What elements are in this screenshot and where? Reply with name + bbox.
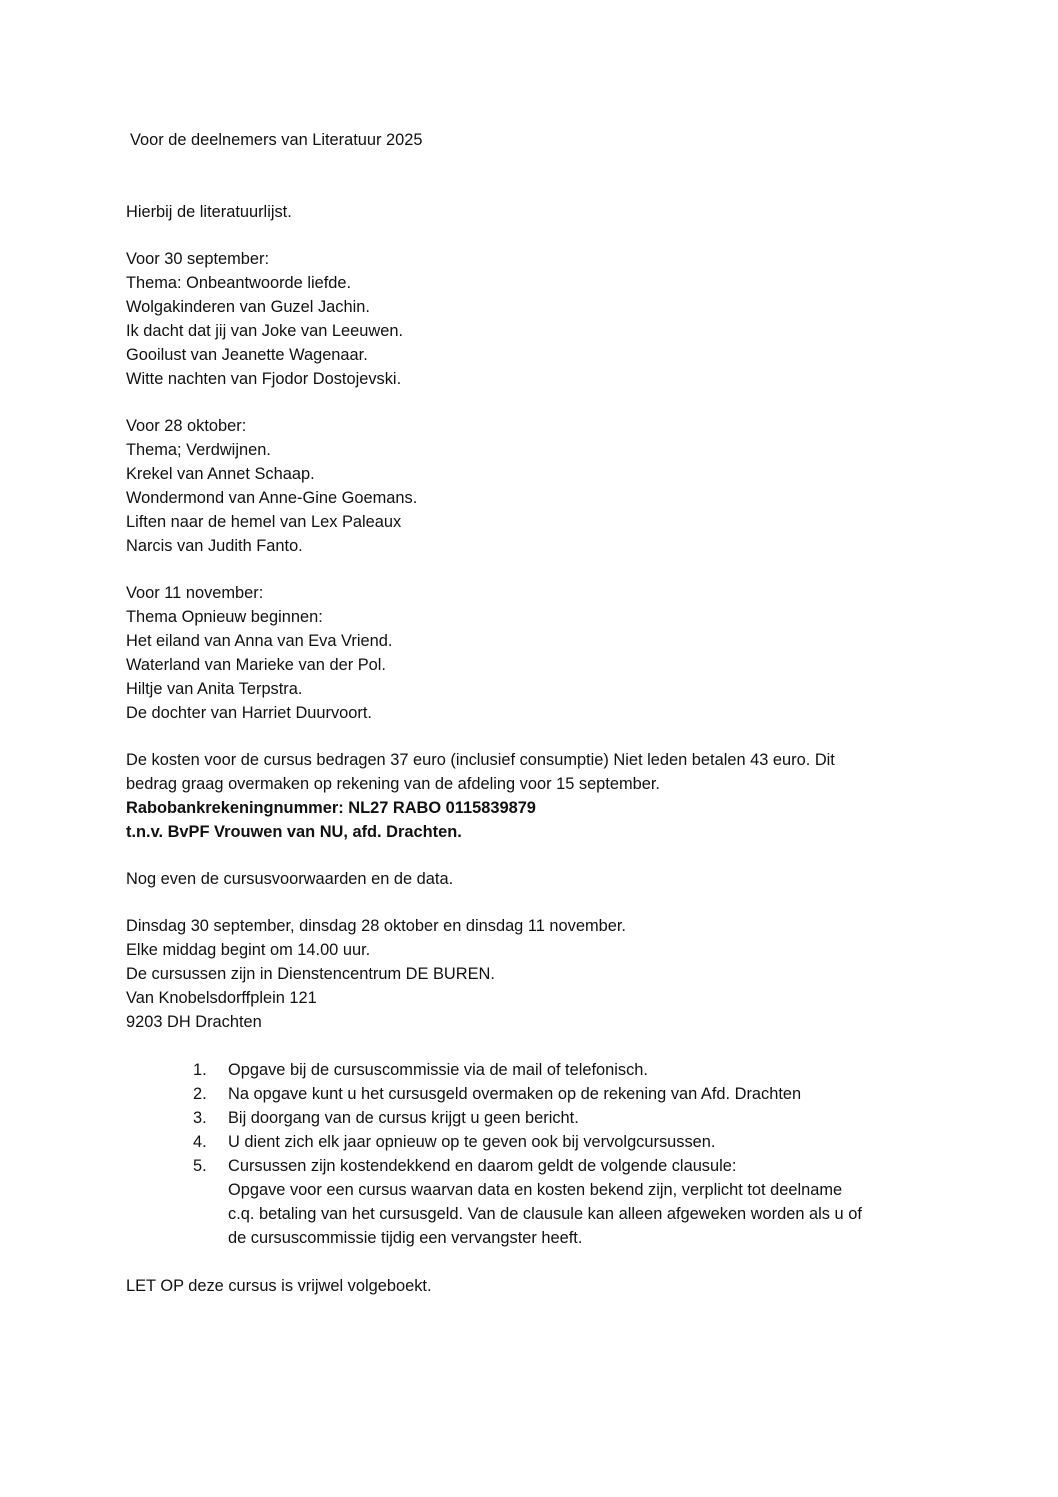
book-item: Wolgakinderen van Guzel Jachin.	[126, 298, 370, 316]
book-item: Liften naar de hemel van Lex Paleaux	[126, 513, 402, 531]
list-item	[193, 1082, 953, 1106]
costs-text: bedrag graag overmaken op rekening van de afdeling voor 15 september.	[126, 775, 660, 793]
list-number: 2.	[193, 1085, 207, 1103]
list-text-group	[228, 1154, 953, 1250]
book-item: Gooilust van Jeanette Wagenaar.	[126, 346, 368, 364]
book-item: Witte nachten van Fjodor Dostojevski.	[126, 370, 402, 388]
list-text: Bij doorgang van de cursus krijgt u geen bericht.	[228, 1109, 579, 1127]
book-item: Waterland van Marieke van der Pol.	[126, 656, 386, 674]
session-block	[126, 247, 403, 391]
intro-text: Hierbij de literatuurlijst.	[126, 203, 292, 221]
session-block	[126, 414, 417, 558]
course-venue: De cursussen zijn in Dienstencentrum DE BUREN.	[126, 965, 495, 983]
list-text: Opgave voor een cursus waarvan data en kosten bekend zijn, verplicht tot deelname	[228, 1181, 843, 1199]
conditions-intro: Nog even de cursusvoorwaarden en de data.	[126, 870, 454, 888]
bank-account: Rabobankrekeningnummer: NL27 RABO 0115839879	[126, 799, 536, 817]
page-title: Voor de deelnemers van Literatuur 2025	[130, 131, 423, 149]
conditions-list	[193, 1058, 953, 1250]
account-holder: t.n.v. BvPF Vrouwen van NU, afd. Drachten.	[126, 823, 462, 841]
list-item	[193, 1130, 953, 1154]
list-number: 5.	[193, 1157, 207, 1175]
list-number: 1.	[193, 1061, 207, 1079]
costs-block	[126, 748, 835, 844]
book-item: Het eiland van Anna van Eva Vriend.	[126, 632, 393, 650]
session-theme: Thema: Onbeantwoorde liefde.	[126, 274, 352, 292]
course-dates: Dinsdag 30 september, dinsdag 28 oktober en dinsdag 11 november.	[126, 917, 626, 935]
list-text: Cursussen zijn kostendekkend en daarom geldt de volgende clausule:	[228, 1157, 737, 1175]
costs-text: De kosten voor de cursus bedragen 37 euro (inclusief consumptie) Niet leden betalen 43 euro. Dit	[126, 751, 835, 769]
session-block	[126, 581, 392, 725]
list-number: 3.	[193, 1109, 207, 1127]
course-time: Elke middag begint om 14.00 uur.	[126, 941, 371, 959]
list-item	[193, 1106, 953, 1130]
list-item	[193, 1058, 953, 1082]
session-date: Voor 28 oktober:	[126, 417, 247, 435]
list-text: Opgave bij de cursuscommissie via de mail of telefonisch.	[228, 1061, 648, 1079]
venue-street: Van Knobelsdorffplein 121	[126, 989, 317, 1007]
session-theme: Thema Opnieuw beginnen:	[126, 608, 323, 626]
list-text: de cursuscommissie tijdig een vervangster heeft.	[228, 1229, 583, 1247]
book-item: Ik dacht dat jij van Joke van Leeuwen.	[126, 322, 403, 340]
session-date: Voor 30 september:	[126, 250, 270, 268]
list-text: U dient zich elk jaar opnieuw op te geven ook bij vervolgcursussen.	[228, 1133, 716, 1151]
list-number: 4.	[193, 1133, 207, 1151]
notice-text: LET OP deze cursus is vrijwel volgeboekt.	[126, 1277, 432, 1295]
venue-city: 9203 DH Drachten	[126, 1013, 262, 1031]
book-item: De dochter van Harriet Duurvoort.	[126, 704, 372, 722]
session-theme: Thema; Verdwijnen.	[126, 441, 271, 459]
session-date: Voor 11 november:	[126, 584, 264, 602]
book-item: Krekel van Annet Schaap.	[126, 465, 315, 483]
list-text: c.q. betaling van het cursusgeld. Van de clausule kan alleen afgeweken worden als u of	[228, 1205, 862, 1223]
list-text: Na opgave kunt u het cursusgeld overmaken op de rekening van Afd. Drachten	[228, 1085, 802, 1103]
book-item: Hiltje van Anita Terpstra.	[126, 680, 303, 698]
list-item	[193, 1154, 953, 1250]
schedule-block	[126, 914, 626, 1034]
book-item: Wondermond van Anne-Gine Goemans.	[126, 489, 418, 507]
book-item: Narcis van Judith Fanto.	[126, 537, 303, 555]
